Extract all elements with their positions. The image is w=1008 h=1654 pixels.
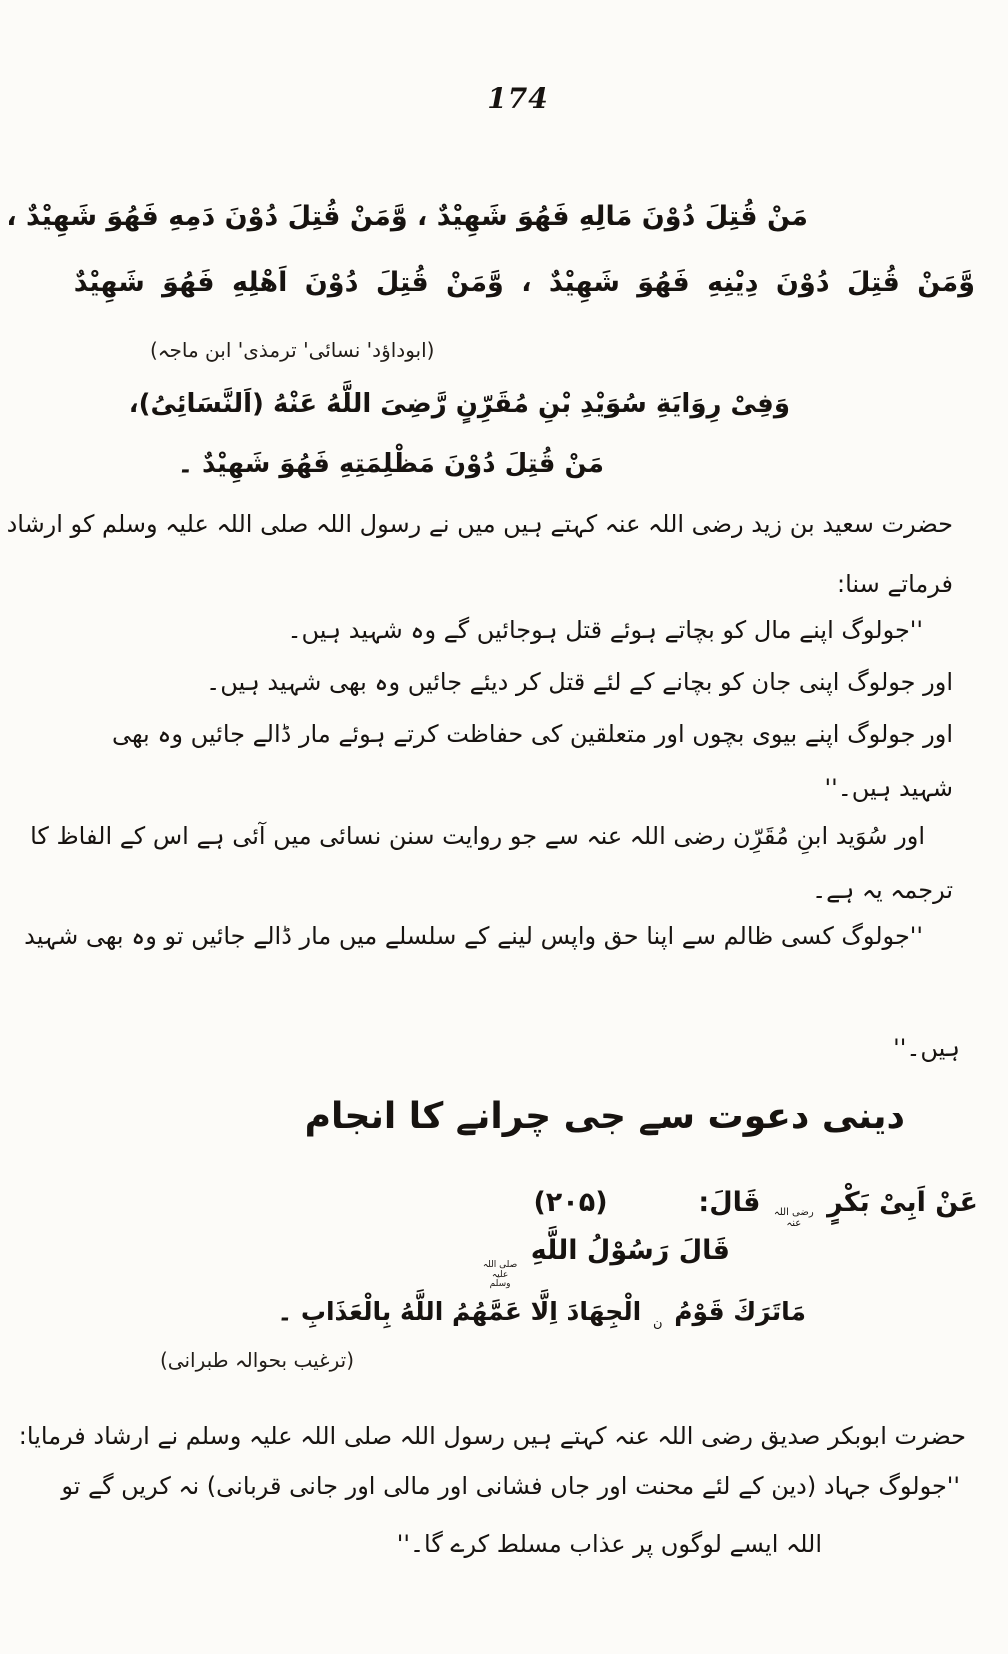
qala-text: قَالَ رَسُوْلُ اللَّهِ xyxy=(530,1235,730,1266)
matn-text-start: مَاتَرَكَ قَوْمُ xyxy=(674,1297,806,1326)
urdu-variant-quote-line-2: ہیں۔'' xyxy=(893,1034,960,1062)
saw-line-3: وسلم xyxy=(489,1279,511,1290)
urdu-quote-line-2: اور جولوگ اپنی جان کو بچانے کے لئے قتل کر دیئے جائیں وہ بھی شہید ہیں۔ xyxy=(206,668,953,696)
section-heading: دینی دعوت سے جی چرانے کا انجام xyxy=(304,1096,905,1137)
hadith-number: (۲۰۵) xyxy=(533,1187,608,1218)
sallallahu-alayhi-wasallam-ligature xyxy=(483,1261,517,1290)
rda-line-2: عنہ xyxy=(786,1217,802,1229)
radi-allahu-anhu-ligature xyxy=(774,1208,814,1230)
urdu-narrator-intro-line-2: فرماتے سنا: xyxy=(836,570,953,598)
hadith-variant-text: مَنْ قُتِلَ دُوْنَ مَظْلِمَتِهِ فَهُوَ شَهِيْدٌ ۔ xyxy=(177,449,604,479)
urdu-variant-quote-line-1: ''جولوگ کسی ظالم سے اپنا حق واپس لینے کے سلسلے میں مار ڈالے جائیں تو وہ بھی شہید xyxy=(24,922,923,950)
urdu-variant-intro-line-2: ترجمہ یہ ہے۔ xyxy=(812,876,953,904)
small-noon-mark: ن xyxy=(652,1316,663,1331)
hadith-reference: (ابوداؤد' نسائی' ترمذی' ابن ماجہ) xyxy=(150,338,435,362)
hadith-205-isnad-line xyxy=(533,1184,978,1230)
hadith-205-reference: (ترغیب بحوالہ طبرانی) xyxy=(160,1348,355,1372)
isnad-qala: قَالَ: xyxy=(698,1187,761,1218)
hadith-205-qala-line xyxy=(479,1232,730,1290)
isnad-text: عَنْ اَبِیْ بَكْرٍ xyxy=(827,1187,978,1218)
page-number: 174 xyxy=(487,82,549,115)
hadith-arabic-line-2: وَّمَنْ قُتِلَ دُوْنَ دِيْنِهِ فَهُوَ شَهِيْدٌ ، وَّمَنْ قُتِلَ دُوْنَ اَهْلِهِ فَهُوَ شَهِيْدٌ xyxy=(73,267,975,298)
hadith-205-urdu-intro: حضرت ابوبکر صدیق رضی اللہ عنہ کہتے ہیں رسول اللہ صلی اللہ علیہ وسلم نے ارشاد فرمایا: xyxy=(18,1422,966,1450)
urdu-quote-line-4: شہید ہیں۔'' xyxy=(824,774,953,802)
urdu-variant-intro-line-1: اور سُوَید ابنِ مُقَرِّن رضی اللہ عنہ سے جو روایت سنن نسائی میں آئی ہے اس کے الفاظ کا xyxy=(30,822,925,850)
hadith-variant-intro: وَفِیْ رِوَايَةِ سُوَيْدِ بْنِ مُقَرِّنٍ رَّضِیَ اللَّهُ عَنْهُ (اَلنَّسَائِیُ)، xyxy=(128,389,790,419)
rda-line-1: رضی اللہ xyxy=(773,1207,814,1218)
saw-line-2: علیہ xyxy=(491,1269,509,1280)
urdu-quote-line-1: ''جولوگ اپنے مال کو بچاتے ہوئے قتل ہوجائیں گے وہ شہید ہیں۔ xyxy=(287,616,923,644)
hadith-205-urdu-quote-line-2: اللہ ایسے لوگوں پر عذاب مسلط کرے گا۔'' xyxy=(396,1530,822,1558)
matn-text-end: الْجِهَادَ اِلَّا عَمَّهُمُ اللَّهُ بِالْعَذَابِ ۔ xyxy=(277,1297,642,1326)
hadith-205-matn xyxy=(277,1294,806,1333)
urdu-narrator-intro-line-1: حضرت سعید بن زید رضی اللہ عنہ کہتے ہیں میں نے رسول اللہ صلی اللہ علیہ وسلم کو ارشاد xyxy=(6,510,953,538)
urdu-quote-line-3: اور جولوگ اپنے بیوی بچوں اور متعلقین کی حفاظت کرتے ہوئے مار ڈالے جائیں وہ بھی xyxy=(111,720,953,748)
hadith-205-urdu-quote-line-1: ''جولوگ جہاد (دین کے لئے محنت اور جاں فشانی اور مالی اور جانی قربانی) نہ کریں گے تو xyxy=(61,1472,960,1500)
saw-line-1: صلی اللہ xyxy=(482,1260,518,1270)
hadith-arabic-line-1: مَنْ قُتِلَ دُوْنَ مَالِهِ فَهُوَ شَهِيْدٌ ، وَّمَنْ قُتِلَ دُوْنَ دَمِهِ فَهُوَ شَهِيْدٌ ، xyxy=(6,201,808,232)
